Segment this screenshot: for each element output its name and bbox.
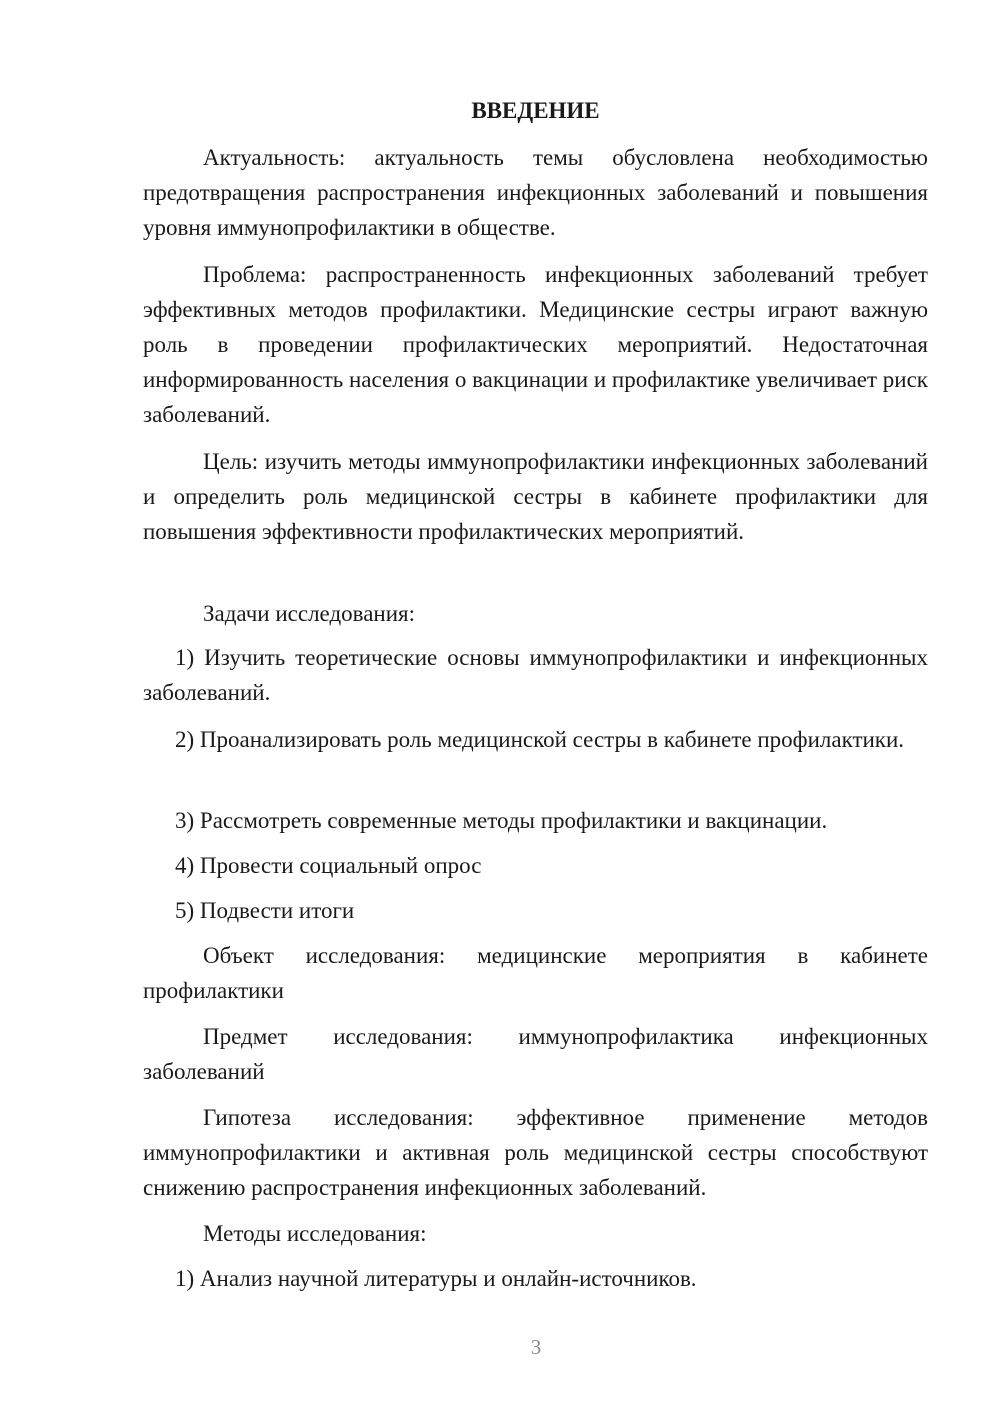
list-item-task-5: 5) Подвести итоги [175, 898, 355, 923]
list-item-task-3: 3) Рассмотреть современные методы профилактики и вакцинации. [175, 808, 828, 833]
paragraph-subject: Предмет исследования: иммунопрофилактика инфекционных заболеваний [143, 1024, 928, 1084]
paragraph-goal: Цель: изучить методы иммунопрофилактики инфекционных заболеваний и определить роль медицинской сестры в кабинете профилактики для повышения эффективности профилактических мероприятий. [143, 449, 928, 544]
paragraph-hypothesis: Гипотеза исследования: эффективное применение методов иммунопрофилактики и активная роль медицинской сестры способствуют снижению распространения инфекционных заболеваний. [143, 1105, 928, 1200]
page-number: 3 [530, 1335, 542, 1359]
paragraph-tasks-heading: Задачи исследования: [203, 601, 416, 626]
paragraph-problem: Проблема: распространенность инфекционных заболеваний требует эффективных методов профилактики. Медицинские сестры играют важную роль в проведении профилактических мероприятий. Недостаточная информированность населения о вакцинации и профилактике увеличивает риск заболеваний. [143, 262, 928, 427]
list-item-task-2: 2) Проанализировать роль медицинской сестры в кабинете профилактики. [175, 727, 905, 752]
list-item-task-1: 1) Изучить теоретические основы иммунопрофилактики и инфекционных заболеваний. [143, 645, 928, 705]
list-item-task-4: 4) Провести социальный опрос [175, 853, 482, 878]
paragraph-object: Объект исследования: медицинские мероприятия в кабинете профилактики [143, 943, 928, 1003]
paragraph-methods-heading: Методы исследования: [203, 1221, 427, 1246]
list-item-method-1: 1) Анализ научной литературы и онлайн-источников. [175, 1266, 697, 1291]
paragraph-relevance: Актуальность: актуальность темы обусловлена необходимостью предотвращения распространения инфекционных заболеваний и повышения уровня иммунопрофилактики в обществе. [143, 145, 928, 240]
section-title: ВВЕДЕНИЕ [471, 98, 600, 123]
